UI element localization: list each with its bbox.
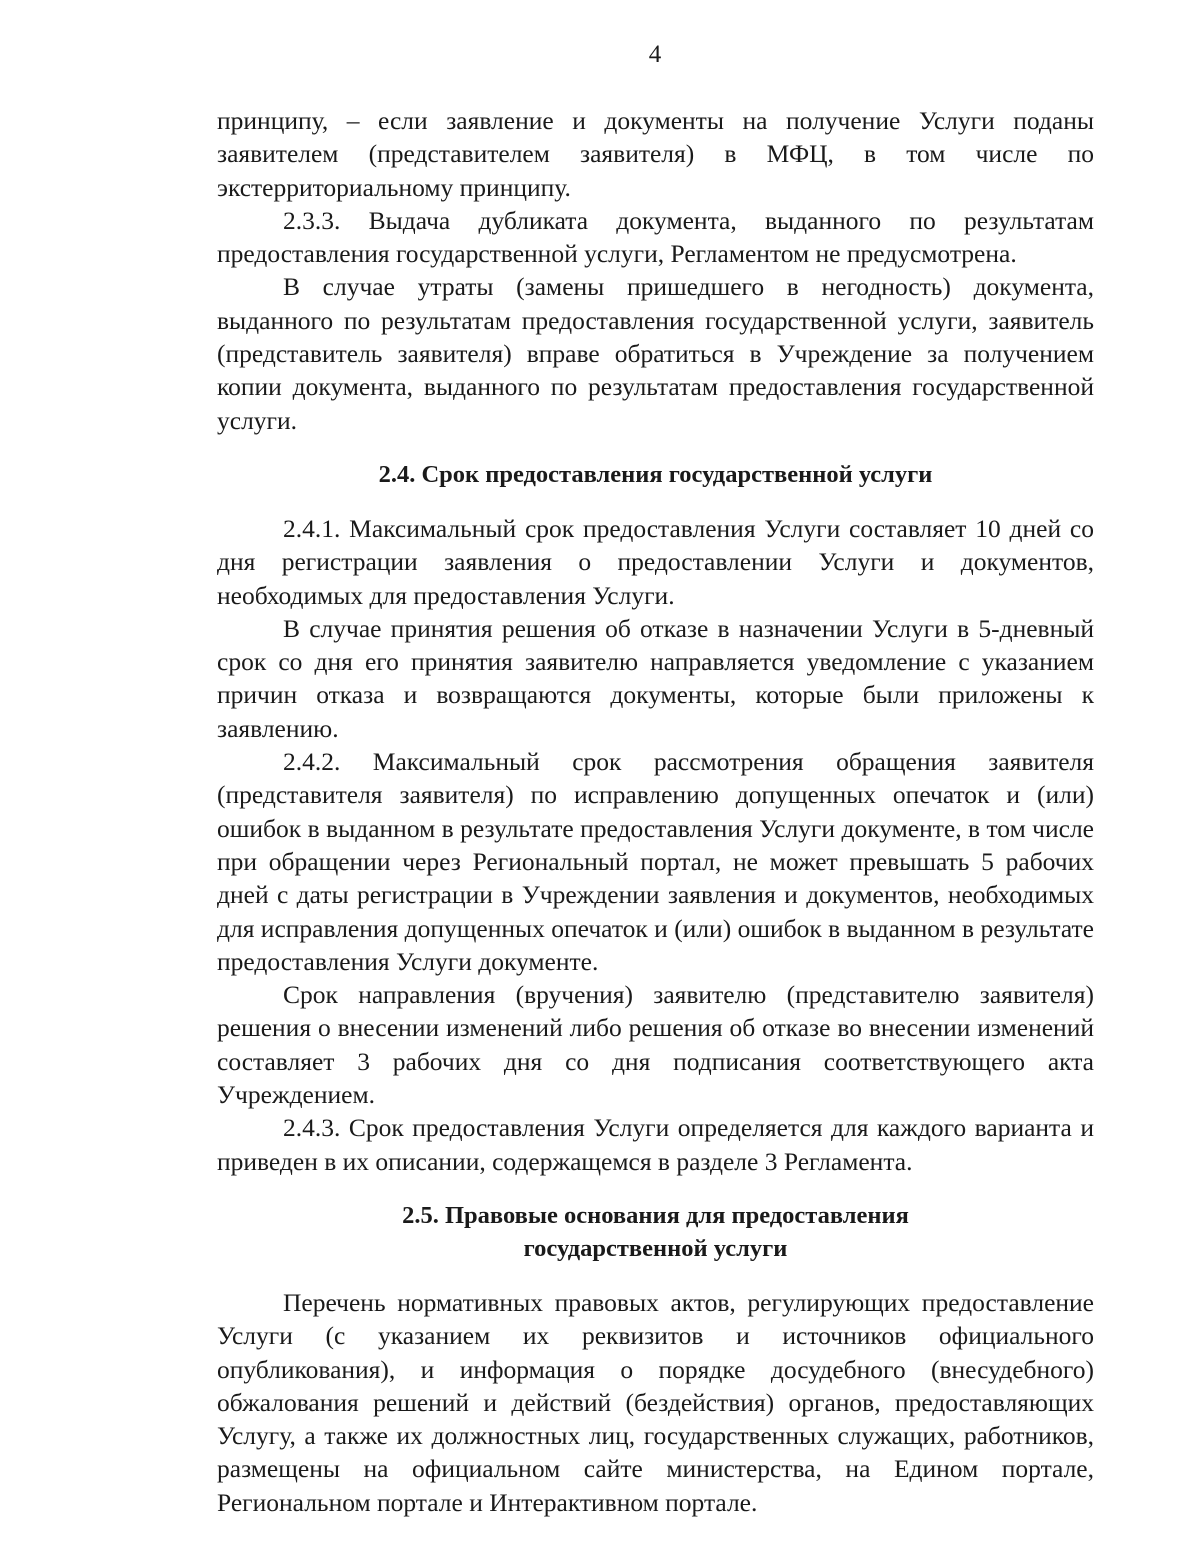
section-heading-2-5-line-2: государственной услуги — [523, 1234, 788, 1262]
paragraph-loss-case: В случае утраты (замены пришедшего в негодность) документа, выданного по результатам предоставления государственной услуги, заявитель (представитель заявителя) вправе обратиться в Учреждение за получением копии документа, выданного по результатам предоставления государственной услуги. — [217, 272, 1094, 435]
section-heading-2-5 — [217, 1199, 1094, 1265]
page-number: 4 — [648, 41, 662, 68]
paragraph-2-3-3: 2.3.3. Выдача дубликата документа, выданного по результатам предоставления государственной услуги, Регламентом не предусмотрена. — [217, 205, 1094, 269]
paragraph-2-4-1: 2.4.1. Максимальный срок предоставления Услуги составляет 10 дней со дня регистрации заявления о предоставлении Услуги и документов, необходимых для предоставления Услуги. — [217, 513, 1094, 610]
paragraph-legal-acts: Перечень нормативных правовых актов, регулирующих предоставление Услуги (с указанием их реквизитов и источников официального опубликования), и информация о порядке досудебного (внесудебного) обжалования решений и действий (бездействия) органов, предоставляющих Услугу, а также их должностных лиц, государственных служащих, работников, размещены на официальном сайте министерства, на Едином портале, Региональном портале и Интерактивном портале. — [217, 1287, 1094, 1517]
paragraph-2-4-3: 2.4.3. Срок предоставления Услуги определяется для каждого варианта и приведен в их описании, содержащемся в разделе 3 Регламента. — [217, 1113, 1094, 1176]
paragraph-refusal-case: В случае принятия решения об отказе в назначении Услуги в 5-дневный срок со дня его принятия заявителю направляется уведомление с указанием причин отказа и возвращаются документы, которые были приложены к заявлению. — [217, 613, 1094, 743]
paragraph-2-4-2: 2.4.2. Максимальный срок рассмотрения обращения заявителя (представителя заявителя) по исправлению допущенных опечаток и (или) ошибок в выданном в результате предоставления Услуги документе, в том числе при обращении через Региональный портал, не может превышать 5 рабочих дней с даты регистрации в Учреждении заявления и документов, необходимых для исправления допущенных опечаток и (или) ошибок в выданном в результате предоставления Услуги документе. — [217, 747, 1094, 976]
paragraph-delivery-term: Срок направления (вручения) заявителю (представителю заявителя) решения о внесении изменений либо решения об отказе во внесении изменений составляет 3 рабочих дня со дня подписания соответствующего акта Учреждением. — [217, 980, 1094, 1110]
section-heading-2-4: 2.4. Срок предоставления государственной услуги — [378, 460, 933, 488]
document-body — [217, 104, 1094, 1519]
section-heading-2-5-line-1: 2.5. Правовые основания для предоставления — [402, 1201, 909, 1229]
paragraph-continuation: принципу, – если заявление и документы на получение Услуги поданы заявителем (представителем заявителя) в МФЦ, в том числе по экстерриториальному принципу. — [217, 106, 1094, 202]
